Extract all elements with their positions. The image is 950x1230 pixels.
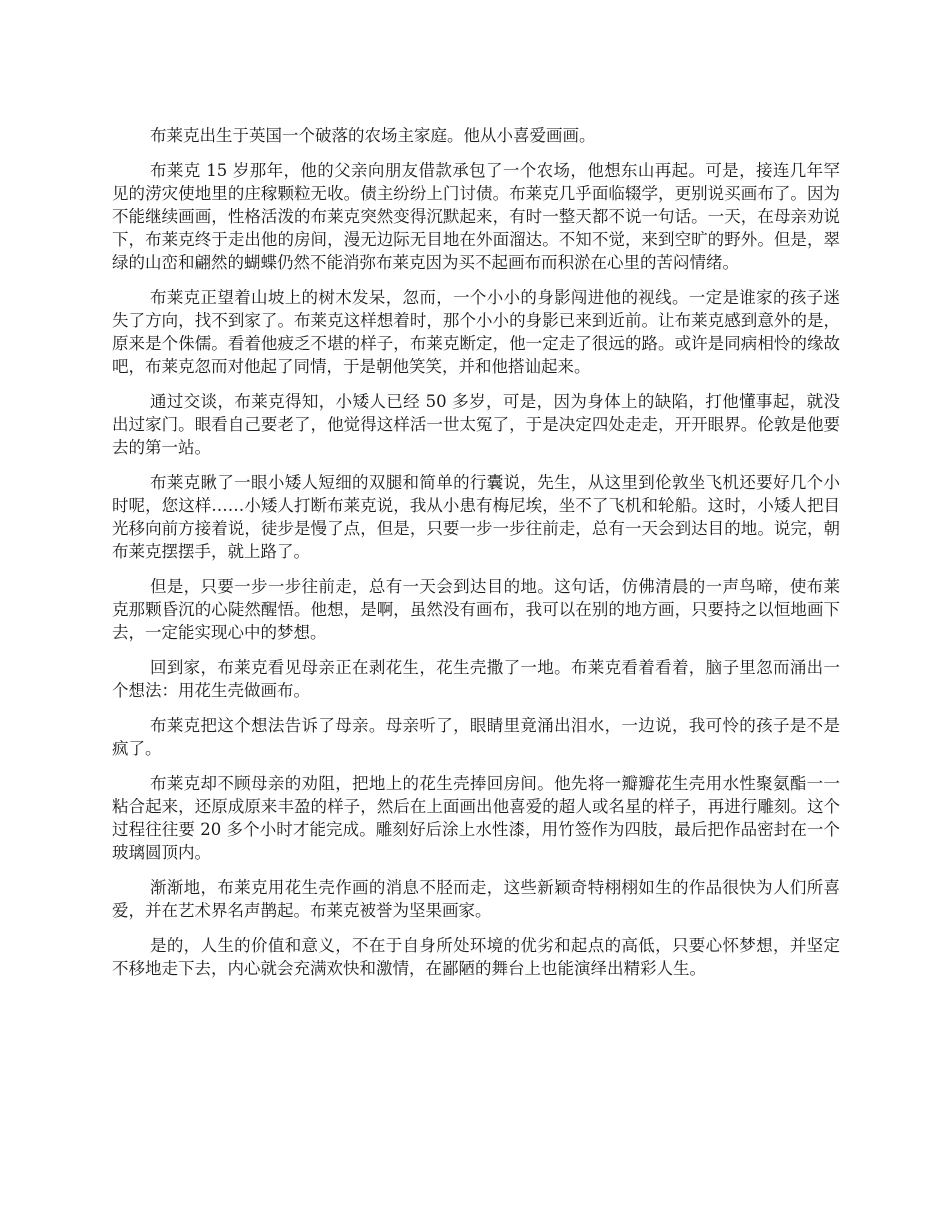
paragraph-11: 是的，人生的价值和意义，不在于自身所处环境的优劣和起点的高低，只要心怀梦想，并坚定不移地走下去，内心就会充满欢快和激情，在鄙陋的舞台上也能演绎出精彩人生。	[112, 936, 840, 978]
paragraph-2: 布莱克 15 岁那年，他的父亲向朋友借款承包了一个农场，他想东山再起。可是，接连几年罕见的涝灾使地里的庄稼颗粒无收。债主纷纷上门讨债。布莱克几乎面临辍学，更别说买画布了。因为不能继续画画，性格活泼的布莱克突然变得沉默起来，有时一整天都不说一句话。一天，在母亲劝说下，布莱克终于走出他的房间，漫无边际无目地在外面溜达。不知不觉，来到空旷的野外。但是，翠绿的山峦和翩然的蝴蝶仍然不能消弥布莱克因为买不起画布而积淤在心里的苦闷情绪。	[112, 161, 840, 272]
paragraph-9: 布莱克却不顾母亲的劝阻，把地上的花生壳捧回房间。他先将一瓣瓣花生壳用水性聚氨酯一一粘合起来，还原成原来丰盈的样子，然后在上面画出他喜爱的超人或名星的样子，再进行雕刻。这个过程往往要 20 多个小时才能完成。雕刻好后涂上水性漆，用竹签作为四肢，最后把作品密封在一个玻璃圆顶内。	[112, 774, 840, 862]
paragraph-7: 回到家，布莱克看见母亲正在剥花生，花生壳撒了一地。布莱克看着看着，脑子里忽而涌出一个想法：用花生壳做画布。	[112, 658, 840, 700]
document-body	[112, 124, 840, 992]
paragraph-6: 但是，只要一步一步往前走，总有一天会到达目的地。这句话，仿佛清晨的一声鸟啼，使布莱克那颗昏沉的心陡然醒悟。他想，是啊，虽然没有画布，我可以在别的地方画，只要持之以恒地画下去，一定能实现心中的梦想。	[112, 577, 840, 642]
paragraph-4: 通过交谈，布莱克得知，小矮人已经 50 多岁，可是，因为身体上的缺陷，打他懂事起，就没出过家门。眼看自己要老了，他觉得这样活一世太冤了，于是决定四处走走，开开眼界。伦敦是他要去的第一站。	[112, 392, 840, 457]
paragraph-10: 渐渐地，布莱克用花生壳作画的消息不胫而走，这些新颖奇特栩栩如生的作品很快为人们所喜爱，并在艺术界名声鹊起。布莱克被誉为坚果画家。	[112, 878, 840, 920]
paragraph-8: 布莱克把这个想法告诉了母亲。母亲听了，眼睛里竟涌出泪水，一边说，我可怜的孩子是不是疯了。	[112, 716, 840, 758]
paragraph-1: 布莱克出生于英国一个破落的农场主家庭。他从小喜爱画画。	[150, 126, 596, 145]
paragraph-5: 布莱克瞅了一眼小矮人短细的双腿和简单的行囊说，先生，从这里到伦敦坐飞机还要好几个小时呢，您这样……小矮人打断布莱克说，我从小患有梅尼埃，坐不了飞机和轮船。这时，小矮人把目光移向前方接着说，徒步是慢了点，但是，只要一步一步往前走，总有一天会到达目的地。说完，朝布莱克摆摆手，就上路了。	[112, 473, 840, 561]
paragraph-3: 布莱克正望着山坡上的树木发呆，忽而，一个小小的身影闯进他的视线。一定是谁家的孩子迷失了方向，找不到家了。布莱克这样想着时，那个小小的身影已来到近前。让布莱克感到意外的是，原来是个侏儒。看着他疲乏不堪的样子，布莱克断定，他一定走了很远的路。或许是同病相怜的缘故吧，布莱克忽而对他起了同情，于是朝他笑笑，并和他搭讪起来。	[112, 288, 840, 376]
